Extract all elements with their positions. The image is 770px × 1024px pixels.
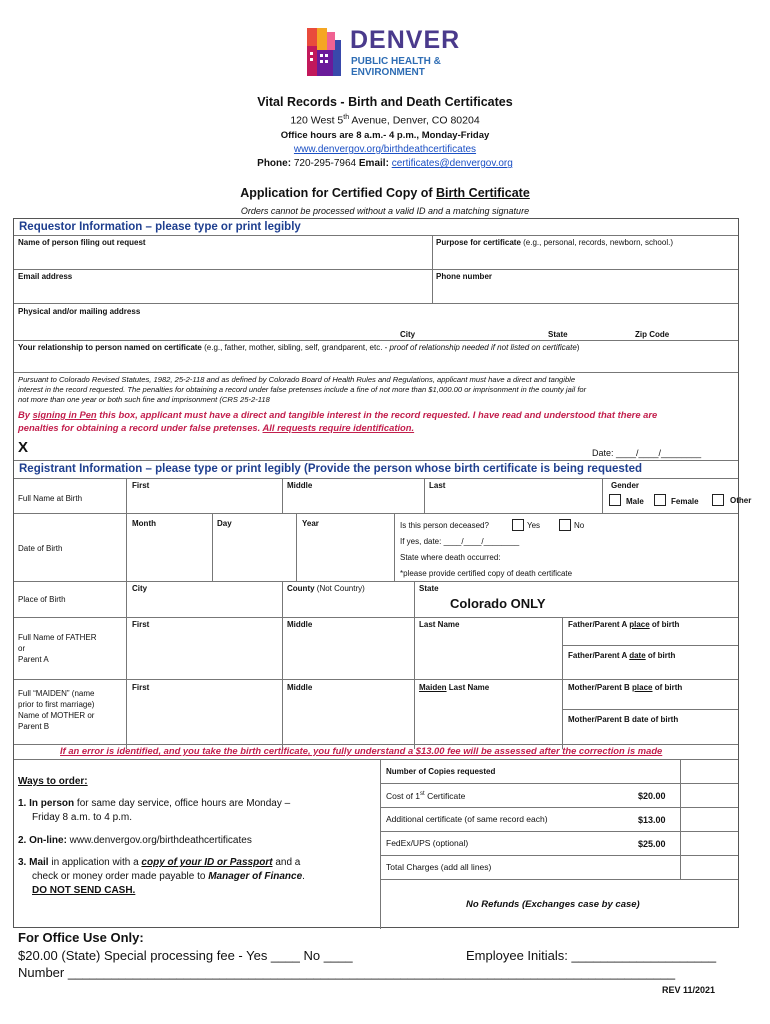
mother-maiden-label: Maiden Last Name (419, 683, 490, 692)
order-step-2: 2. On-line: www.denvergov.org/birthdeathcertificates (18, 835, 252, 846)
logo-name: DENVER (350, 26, 461, 54)
deceased-yes-checkbox[interactable] (512, 519, 524, 531)
male-label: Male (626, 497, 644, 506)
mother-label-2: prior to first marriage) (18, 700, 95, 709)
phone-label: Phone number (436, 272, 493, 281)
middle-name-label: Middle (287, 481, 313, 490)
father-last-label: Last Name (419, 620, 460, 629)
purpose-label: Purpose for certificate (e.g., personal, records, newborn, school.) (436, 238, 673, 247)
contact-line: Phone: 720-295-7964 Email: certificates@denvergov.org (257, 158, 513, 169)
refunds-notice: No Refunds (Exchanges case by case) (466, 899, 640, 910)
death-date-field[interactable]: If yes, date: ____/____/________ (400, 537, 520, 546)
deceased-question: Is this person deceased? (400, 521, 489, 530)
state-label: State (548, 330, 568, 339)
death-state-field[interactable]: State where death occurred: (400, 553, 501, 562)
requestor-name-label: Name of person filing out request (18, 238, 146, 247)
copies-label: Number of Copies requested (386, 767, 496, 776)
email-label: Email address (18, 272, 73, 281)
number-line: Number ____________________________________________________________________________________ (18, 965, 676, 980)
first-name-label: First (132, 481, 150, 490)
father-first-label: First (132, 620, 150, 629)
birth-county-label: County (Not Country) (287, 584, 365, 593)
death-note: *please provide certified copy of death certificate (400, 569, 573, 578)
year-label: Year (302, 519, 319, 528)
dob-label: Date of Birth (18, 544, 63, 553)
deceased-yes-label: Yes (527, 521, 541, 530)
female-checkbox[interactable] (654, 494, 666, 506)
address-label: Physical and/or mailing address (18, 307, 141, 316)
mother-date-label: Mother/Parent B date of birth (568, 715, 679, 724)
zip-label: Zip Code (635, 330, 670, 339)
order-step-1: 1. In person for same day service, office hours are Monday – (18, 798, 291, 809)
mother-first-label: First (132, 683, 150, 692)
employee-initials: Employee Initials: ____________________ (466, 948, 717, 963)
no-cash-notice: DO NOT SEND CASH. (32, 885, 136, 896)
office-hours: Office hours are 8 a.m.- 4 p.m., Monday-Friday (280, 130, 490, 141)
mother-middle-label: Middle (287, 683, 313, 692)
full-name-label: Full Name at Birth (18, 494, 83, 503)
father-middle-label: Middle (287, 620, 313, 629)
application-title: Application for Certified Copy of Birth Certificate (240, 186, 530, 200)
father-label-3: Parent A (18, 655, 49, 664)
gender-label: Gender (611, 481, 640, 490)
statute-line-2: interest in the record requested. The penalties for obtaining a record under false pretenses include a fine of not more than $1,000.00 or imprisonment in the county jail for (18, 385, 587, 394)
father-label-2: or (18, 644, 26, 653)
day-label: Day (217, 519, 232, 528)
signature-notice-2: penalties for obtaining a record under false pretenses. All requests require identification. (18, 422, 415, 433)
father-label-1: Full Name of FATHER (18, 633, 97, 642)
signature-x[interactable]: X (18, 439, 29, 456)
fedex-value: $25.00 (638, 839, 666, 849)
last-name-label: Last (429, 481, 446, 490)
office-use-title: For Office Use Only: (18, 930, 144, 945)
deceased-no-checkbox[interactable] (559, 519, 571, 531)
mother-label-1: Full “MAIDEN” (name (18, 689, 95, 698)
application-subtitle: Orders cannot be processed without a valid ID and a matching signature (240, 206, 530, 216)
page-title: Vital Records - Birth and Death Certificates (257, 95, 513, 109)
denver-logo (303, 26, 468, 82)
logo-line-1: PUBLIC HEALTH & (351, 56, 441, 67)
registrant-heading: Registrant Information – please type or print legibly (Provide the person whose birth certificate is being requested (19, 463, 643, 475)
additional-label: Additional certificate (of same record each) (386, 814, 548, 824)
deceased-no-label: No (574, 521, 585, 530)
fedex-label: FedEx/UPS (optional) (386, 838, 469, 848)
mother-place-label: Mother/Parent B place of birth (568, 683, 683, 692)
relationship-label: Your relationship to person named on certificate (e.g., father, mother, sibling, self, grandparent, etc. - proof of relationship needed if not listed on certificate) (18, 343, 580, 352)
total-label: Total Charges (add all lines) (386, 862, 492, 872)
logo-line-2: ENVIRONMENT (351, 67, 425, 78)
female-label: Female (671, 497, 699, 506)
order-step-3: 3. Mail in application with a copy of your ID or Passport and a (18, 857, 301, 868)
denver-logo-icon (303, 28, 343, 76)
revision-label: REV 11/2021 (662, 985, 716, 995)
other-label: Other (730, 496, 752, 505)
pob-label: Place of Birth (18, 595, 66, 604)
error-notice: If an error is identified, and you take the birth certificate, you fully understand a $13.00 fee will be assessed after the correction is made (60, 745, 663, 756)
mother-label-3: Name of MOTHER or (18, 711, 95, 720)
website-link[interactable]: www.denvergov.org/birthdeathcertificates (293, 144, 477, 155)
requestor-heading: Requestor Information – please type or print legibly (19, 221, 301, 233)
additional-value: $13.00 (638, 815, 666, 825)
statute-line-3: not more than one year or both such fine and imprisonment (CRS 25-2-118 (18, 395, 270, 404)
signature-date[interactable]: Date: ____/____/________ (592, 448, 702, 458)
city-label: City (400, 330, 416, 339)
ways-to-order-title: Ways to order: (18, 776, 88, 787)
cost-first-value: $20.00 (638, 791, 666, 801)
office-address: 120 West 5th Avenue, Denver, CO 80204 (290, 114, 480, 127)
birth-city-label: City (132, 584, 148, 593)
signature-notice-1: By signing in Pen this box, applicant must have a direct and tangible interest in the record requested. I have read and understood that there are (18, 409, 658, 420)
month-label: Month (132, 519, 156, 528)
application-form (13, 218, 739, 928)
father-date-label: Father/Parent A date of birth (568, 651, 676, 660)
male-checkbox[interactable] (609, 494, 621, 506)
email-link[interactable]: certificates@denvergov.org (391, 158, 513, 169)
order-step-1-cont: Friday 8 a.m. to 4 p.m. (32, 812, 133, 823)
other-checkbox[interactable] (712, 494, 724, 506)
mother-label-4: Parent B (18, 722, 50, 731)
order-step-3-cont: check or money order made payable to Manager of Finance. (32, 871, 305, 882)
colorado-only: Colorado ONLY (450, 596, 546, 611)
cost-first-label: Cost of 1st Certificate (386, 790, 466, 801)
statute-line-1: Pursuant to Colorado Revised Statutes, 1982, 25-2-118 and as defined by Colorado Board of Health Rules and Regulations, applicant must have a direct and tangible (18, 375, 576, 384)
father-place-label: Father/Parent A place of birth (568, 620, 680, 629)
special-fee-line: $20.00 (State) Special processing fee - Yes ____ No ____ (18, 948, 353, 963)
birth-state-label: State (419, 584, 439, 593)
